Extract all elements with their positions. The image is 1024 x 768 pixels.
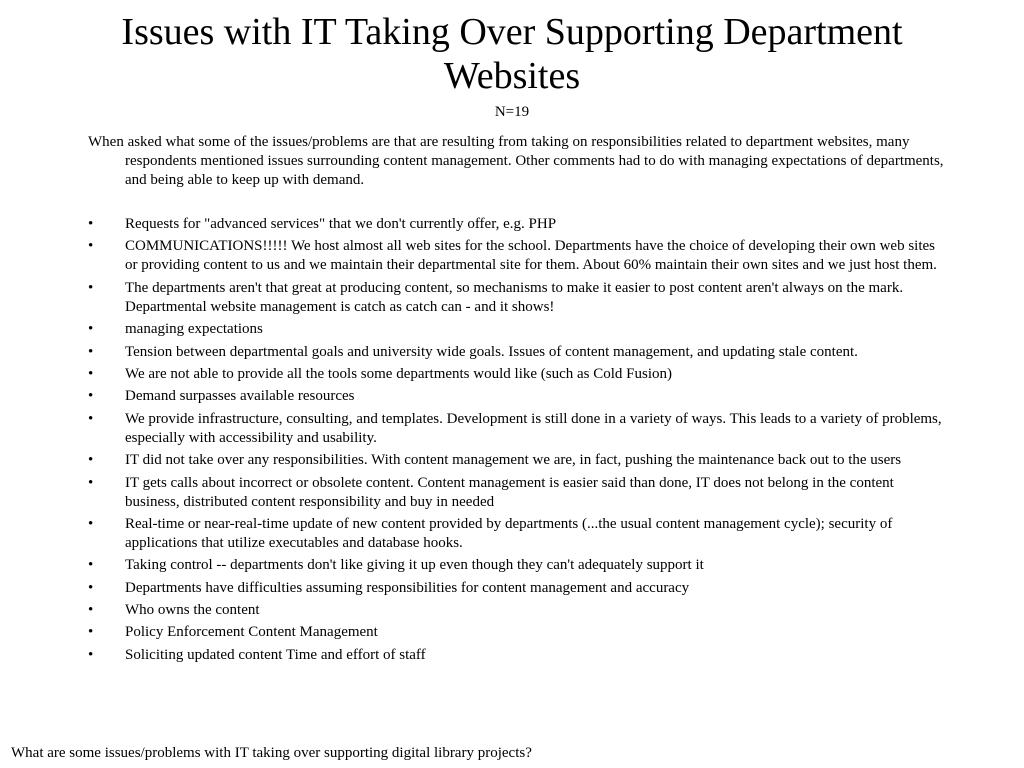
bullet-text: Real-time or near-real-time update of new content provided by departments (...the usual content management cycle); security of applications that utilize executables and database hooks. — [125, 515, 893, 551]
bullet-icon: • — [88, 452, 94, 469]
bullet-icon: • — [88, 579, 94, 596]
bullet-icon: • — [88, 410, 94, 427]
bullet-icon: • — [88, 624, 94, 641]
bullet-icon: • — [88, 321, 94, 338]
bullet-text: Tension between departmental goals and university wide goals. Issues of content management, and updating stale content. — [125, 343, 858, 360]
bullet-text: The departments aren't that great at producing content, so mechanisms to make it easier to post content aren't always on the mark. Departmental website management is catch as catch can - and it shows! — [125, 279, 904, 315]
bullet-text: IT did not take over any responsibilities. With content management we are, in fact, pushing the maintenance back out to the users — [125, 452, 902, 469]
bullet-item — [88, 410, 948, 448]
bullet-icon: • — [88, 515, 94, 532]
bullet-text: Soliciting updated content Time and effort of staff — [125, 646, 426, 663]
bullet-item — [88, 601, 948, 620]
slide-subtitle: N=19 — [494, 104, 530, 120]
bullet-item — [88, 237, 948, 275]
bullet-text: Departments have difficulties assuming responsibilities for content management and accuracy — [125, 579, 690, 596]
bullet-item — [88, 215, 948, 234]
bullet-text: IT gets calls about incorrect or obsolete content. Content management is easier said than done, IT does not belong in the content business, distributed content responsibility and buy in needed — [125, 474, 894, 510]
bullet-text: managing expectations — [125, 321, 263, 338]
bullet-item — [88, 515, 948, 553]
footer-question: What are some issues/problems with IT taking over supporting digital library projects? — [11, 745, 532, 761]
bullet-icon: • — [88, 343, 94, 360]
bullet-text: We provide infrastructure, consulting, and templates. Development is still done in a variety of ways. This leads to a variety of problems, especially with accessibility and usability. — [125, 410, 942, 446]
bullet-text: COMMUNICATIONS!!!!! We host almost all web sites for the school. Departments have the choice of developing their own web sites or providing content to us and we maintain their departmental site for them. About 60% maintain their own sites and we just host them. — [125, 238, 937, 274]
bullet-icon: • — [88, 557, 94, 574]
bullet-item — [88, 556, 948, 575]
bullet-icon: • — [88, 602, 94, 619]
bullet-icon: • — [88, 365, 94, 382]
slide-title: Issues with IT Taking Over Supporting Department Websites — [121, 11, 903, 97]
intro-paragraph: When asked what some of the issues/problems are that are resulting from taking on responsibilities related to department websites, many respondents mentioned issues surrounding content management. Other comments had to do with managing expectations of departments, and being able to keep up with demand. — [88, 134, 944, 188]
bullet-text: We are not able to provide all the tools some departments would like (such as Cold Fusion) — [125, 365, 673, 382]
slide-content — [88, 133, 948, 668]
bullet-text: Taking control -- departments don't like giving it up even though they can't adequately support it — [125, 557, 704, 574]
bullet-item — [88, 451, 948, 470]
bullet-item — [88, 279, 948, 317]
bullet-text: Who owns the content — [125, 602, 260, 619]
bullet-text: Demand surpasses available resources — [125, 388, 355, 405]
bullet-item — [88, 474, 948, 512]
bullet-text: Requests for "advanced services" that we don't currently offer, e.g. PHP — [125, 216, 557, 232]
bullet-item — [88, 320, 948, 339]
bullet-icon: • — [88, 238, 94, 255]
bullet-item — [88, 646, 948, 665]
bullet-item — [88, 579, 948, 598]
bullet-icon: • — [88, 388, 94, 405]
bullet-icon: • — [88, 279, 94, 296]
bullet-item — [88, 623, 948, 642]
bullet-text: Policy Enforcement Content Management — [125, 624, 378, 641]
bullet-icon: • — [88, 646, 94, 663]
bullet-icon: • — [88, 216, 94, 232]
bullet-list — [88, 215, 948, 665]
bullet-item — [88, 365, 948, 384]
bullet-icon: • — [88, 474, 94, 491]
bullet-item — [88, 343, 948, 362]
bullet-item — [88, 387, 948, 406]
